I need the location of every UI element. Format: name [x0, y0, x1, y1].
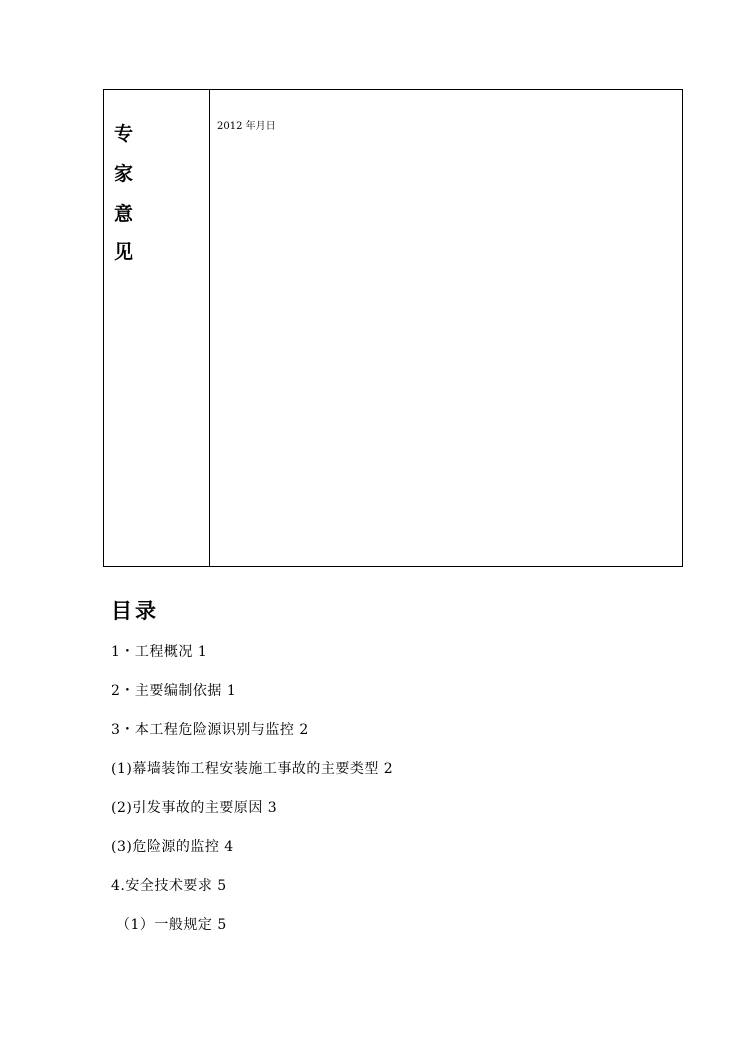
- toc-item-1: 1・工程概况 1: [111, 644, 208, 660]
- toc-item-2: 2・主要编制依据 1: [111, 683, 237, 699]
- toc-item-3-2: (2)引发事故的主要原因 3: [111, 800, 278, 816]
- label-char-yi: 意: [114, 203, 134, 225]
- toc-item-3-1: (1)幕墙装饰工程安装施工事故的主要类型 2: [111, 761, 394, 777]
- label-char-zhuan: 专: [114, 123, 134, 145]
- toc-item-3: 3・本工程危险源识别与监控 2: [111, 722, 309, 738]
- expert-opinion-table: [103, 89, 683, 567]
- toc-item-3-3: (3)危险源的监控 4: [111, 839, 234, 855]
- label-char-jia: 家: [114, 163, 134, 185]
- label-char-jian: 见: [114, 241, 134, 263]
- toc-item-4-1: （1）一般规定 5: [116, 917, 227, 933]
- expert-opinion-label-cell: [104, 90, 210, 566]
- toc-item-4: 4.安全技术要求 5: [111, 878, 227, 894]
- toc-title: 目录: [111, 598, 159, 623]
- expert-opinion-content-cell: [210, 90, 682, 566]
- date-line: 2012 年月日: [217, 121, 276, 132]
